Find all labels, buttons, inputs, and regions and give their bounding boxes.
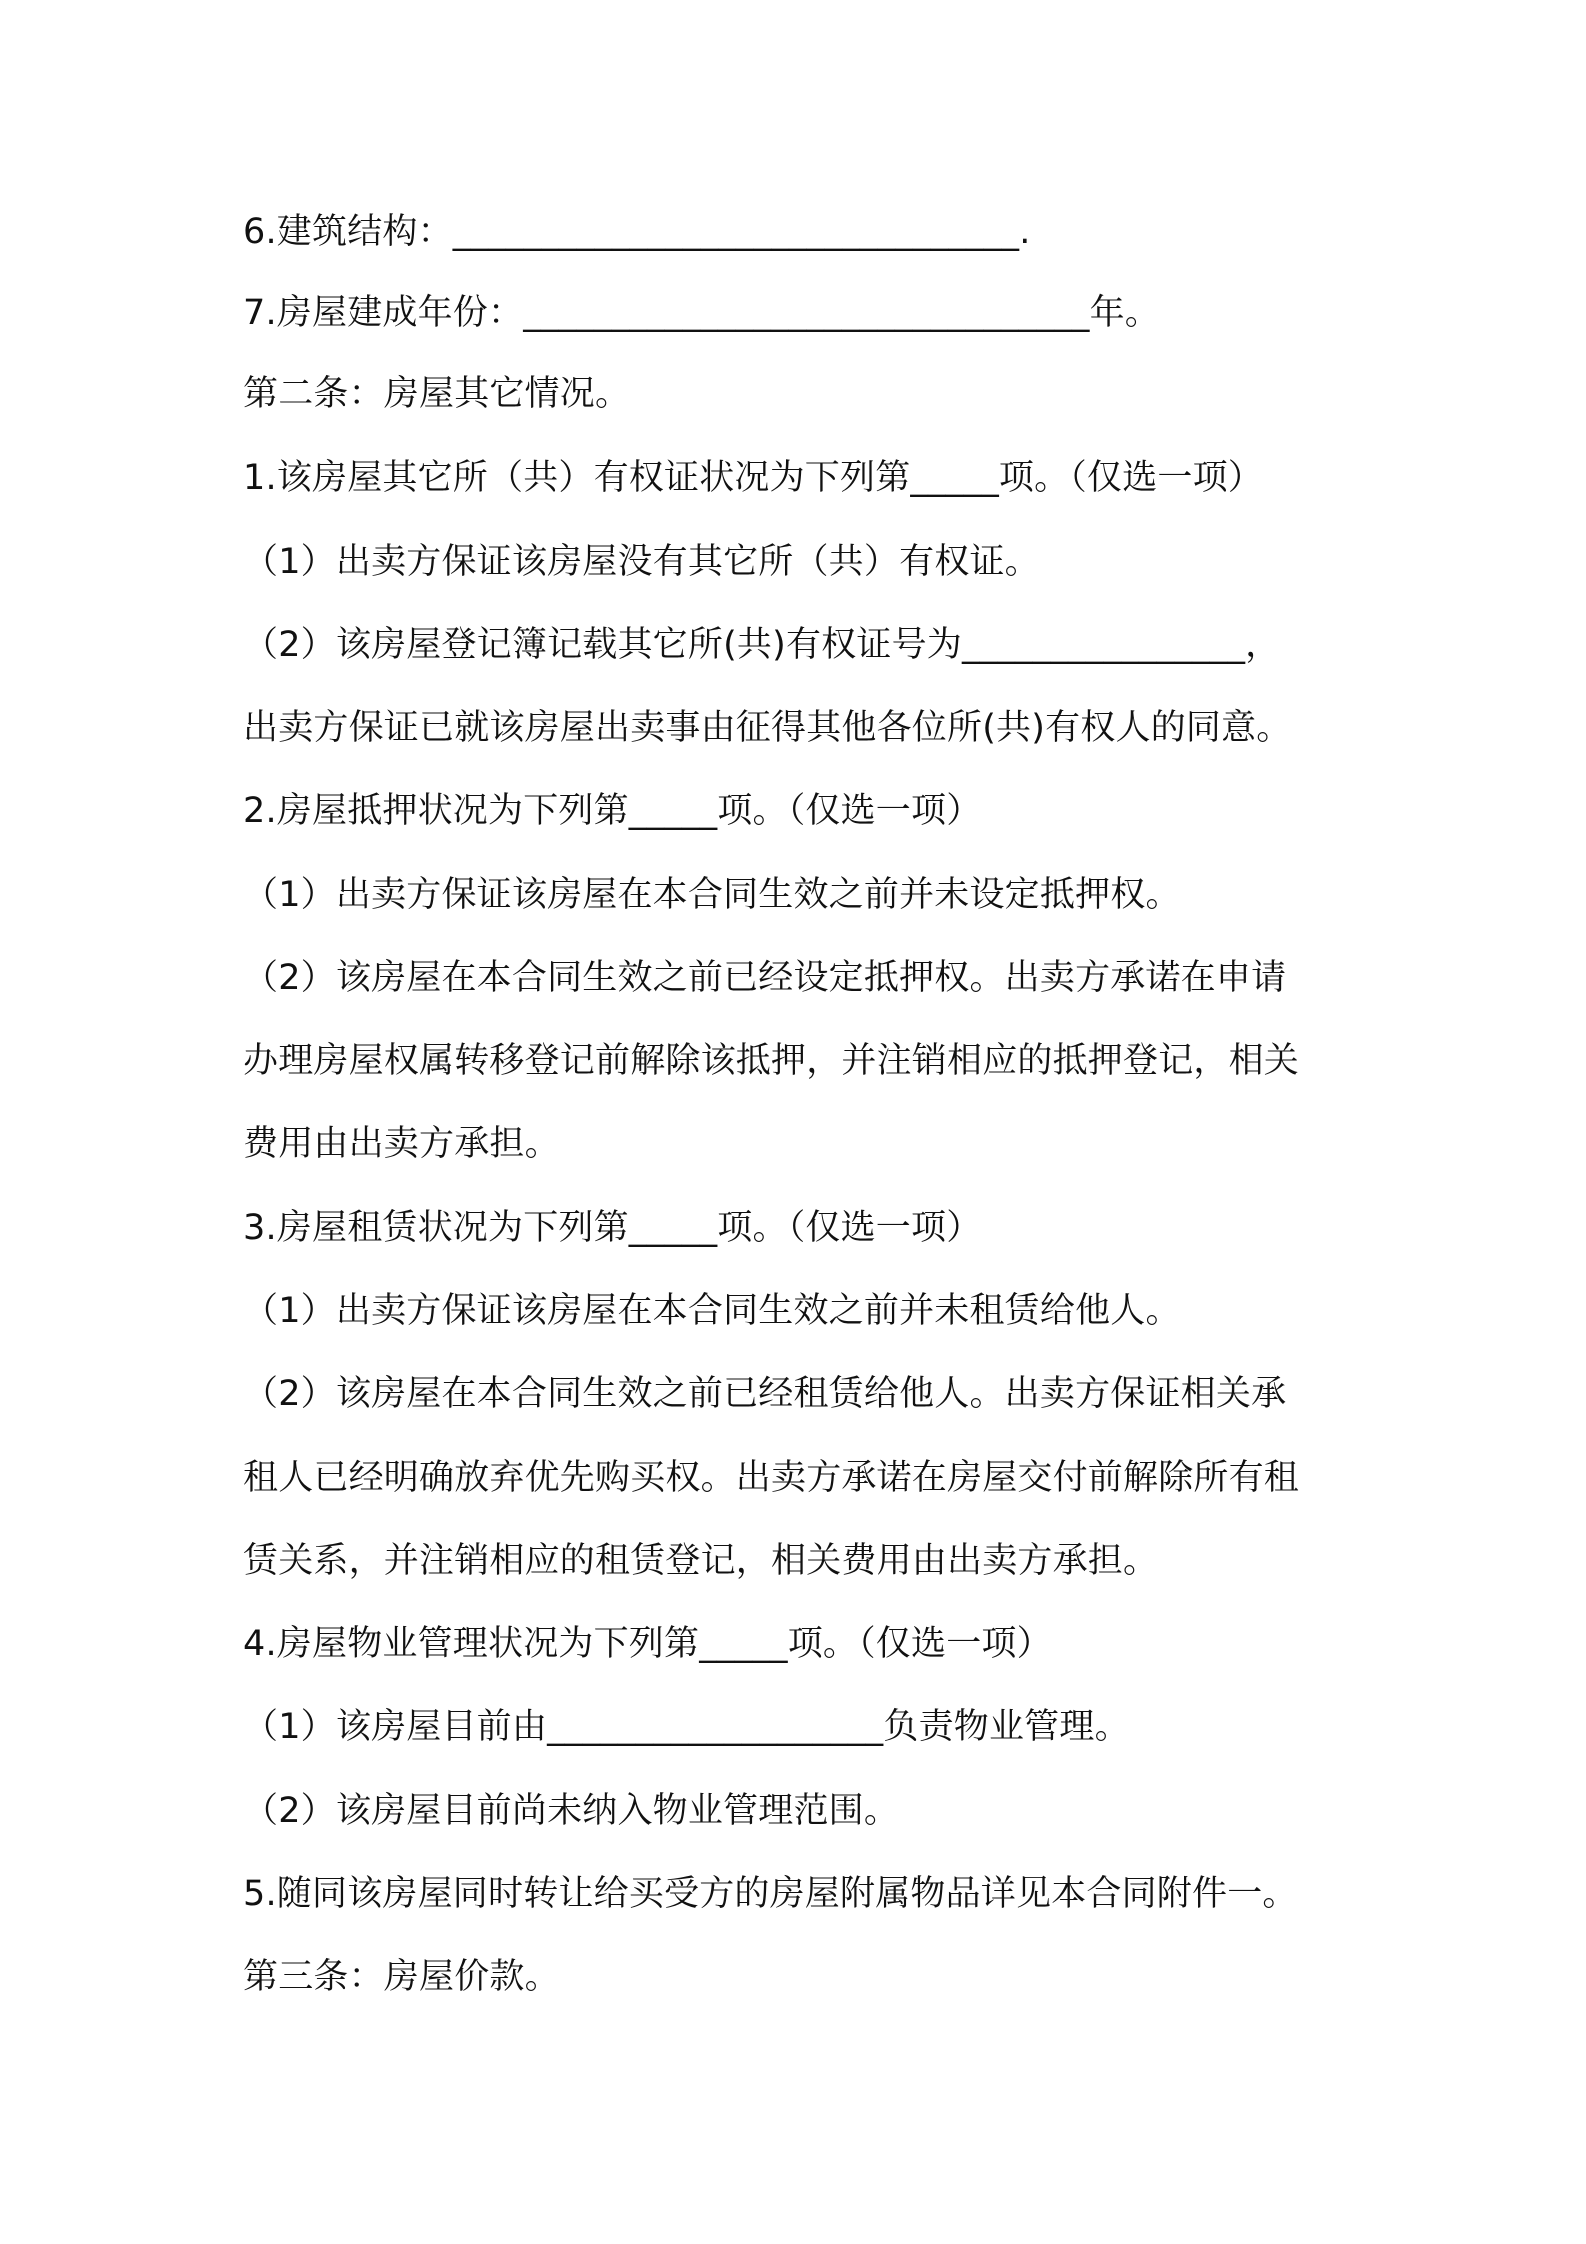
text-line-item-3-option-2: （2）该房屋在本合同生效之前已经租赁给他人。出卖方保证相关承 bbox=[243, 1374, 1287, 1414]
text-line-item-1-option-2-cont: 出卖方保证已就该房屋出卖事由征得其他各位所(共)有权人的同意。 bbox=[243, 708, 1292, 748]
text-line-item-4: 4.房屋物业管理状况为下列第_____项。（仅选一项） bbox=[243, 1624, 1052, 1664]
text-line-item-3-option-2-cont: 租人已经明确放弃优先购买权。出卖方承诺在房屋交付前解除所有租 bbox=[243, 1458, 1300, 1498]
text-line-item-1-option-1: （1）出卖方保证该房屋没有其它所（共）有权证。 bbox=[243, 542, 1040, 582]
text-line-item-4-option-2: （2）该房屋目前尚未纳入物业管理范围。 bbox=[243, 1791, 900, 1831]
text-line-item-1-option-2: （2）该房屋登记簿记载其它所(共)有权证号为________________， bbox=[243, 625, 1281, 665]
text-line-item-1: 1.该房屋其它所（共）有权证状况为下列第_____项。（仅选一项） bbox=[243, 458, 1263, 498]
text-line-build-year: 7.房屋建成年份：________________________________年。 bbox=[243, 293, 1160, 333]
text-line-item-3: 3.房屋租赁状况为下列第_____项。（仅选一项） bbox=[243, 1208, 982, 1248]
text-line-item-3-option-2-end: 赁关系，并注销相应的租赁登记，相关费用由出卖方承担。 bbox=[243, 1541, 1159, 1581]
text-line-item-2: 2.房屋抵押状况为下列第_____项。（仅选一项） bbox=[243, 791, 982, 831]
text-line-item-4-option-1: （1）该房屋目前由___________________负责物业管理。 bbox=[243, 1707, 1130, 1747]
section-heading-article-3: 第三条：房屋价款。 bbox=[243, 1957, 560, 1997]
text-line-item-3-option-1: （1）出卖方保证该房屋在本合同生效之前并未租赁给他人。 bbox=[243, 1291, 1181, 1331]
text-line-item-2-option-2: （2）该房屋在本合同生效之前已经设定抵押权。出卖方承诺在申请 bbox=[243, 958, 1287, 998]
section-heading-article-2: 第二条：房屋其它情况。 bbox=[243, 374, 631, 414]
text-line-building-structure: 6.建筑结构：________________________________. bbox=[243, 212, 1031, 252]
text-line-item-2-option-1: （1）出卖方保证该房屋在本合同生效之前并未设定抵押权。 bbox=[243, 875, 1181, 915]
text-line-item-2-option-2-cont: 办理房屋权属转移登记前解除该抵押，并注销相应的抵押登记，相关 bbox=[243, 1041, 1300, 1081]
text-line-item-2-option-2-end: 费用由出卖方承担。 bbox=[243, 1124, 560, 1164]
text-line-item-5: 5.随同该房屋同时转让给买受方的房屋附属物品详见本合同附件一。 bbox=[243, 1874, 1298, 1914]
